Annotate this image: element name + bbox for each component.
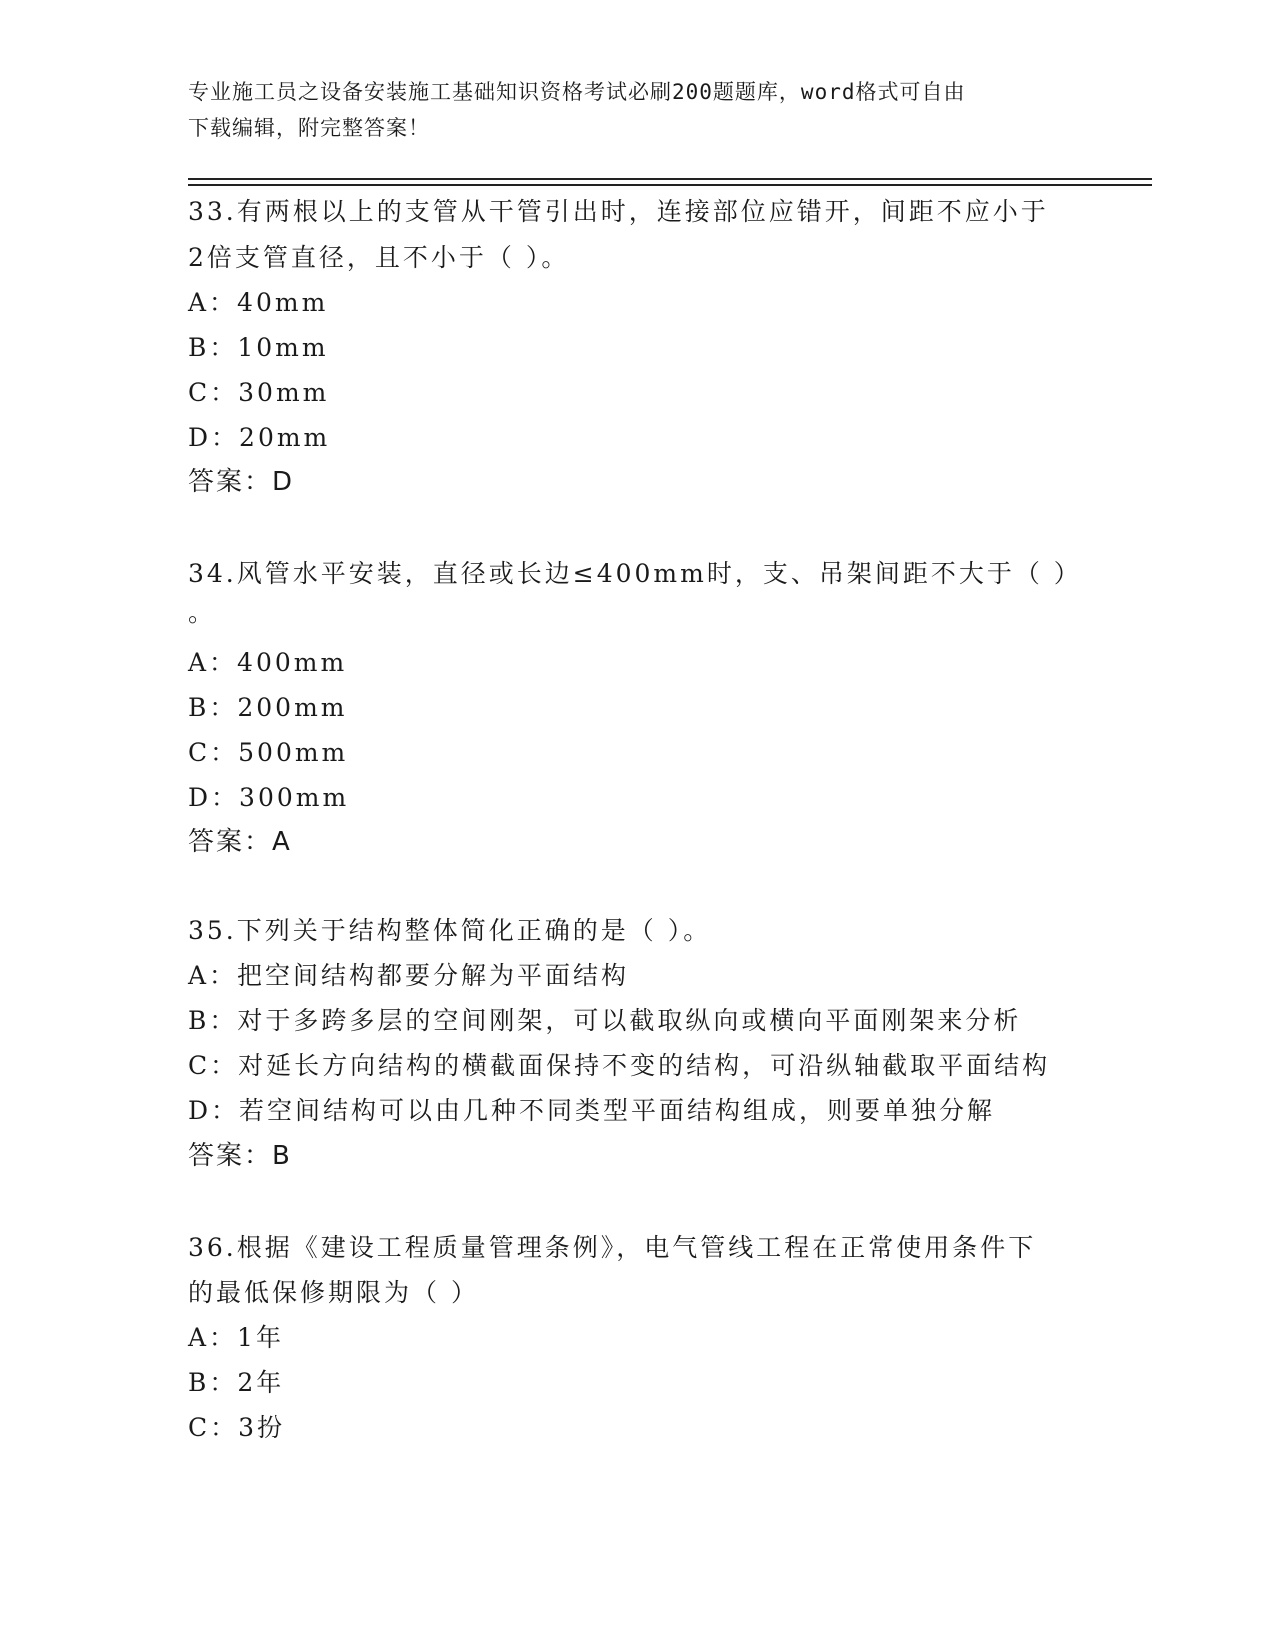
question-35-option-c: C：对延长方向结构的横截面保持不变的结构，可沿纵轴截取平面结构	[188, 1051, 1051, 1080]
question-34-stem-line-2: 。	[188, 598, 217, 627]
question-33-option-b: B：10mm	[188, 333, 329, 362]
header-divider-top	[188, 178, 1152, 180]
question-35-option-b: B：对于多跨多层的空间刚架，可以截取纵向或横向平面刚架来分析	[188, 1006, 1022, 1035]
question-36-stem-line-2: 的最低保修期限为（ ）	[188, 1278, 479, 1307]
question-34-option-b: B：200mm	[188, 693, 348, 722]
question-36-option-b: B：2年	[188, 1368, 285, 1397]
document-header	[188, 74, 1088, 146]
question-34-option-d: D：300mm	[188, 783, 350, 812]
header-line-2: 下载编辑，附完整答案！	[188, 116, 430, 140]
header-divider-bottom	[188, 184, 1152, 186]
question-33-option-d: D：20mm	[188, 423, 331, 452]
question-33-answer: 答案：D	[188, 467, 295, 497]
question-33-option-c: C：30mm	[188, 378, 330, 407]
question-35-option-a: A：把空间结构都要分解为平面结构	[188, 961, 630, 990]
question-34-stem-line-1: 34.风管水平安装，直径或长边≤400mm时，支、吊架间距不大于（ ）	[188, 559, 1082, 588]
question-34-answer: 答案：A	[188, 827, 292, 857]
question-36-option-c: C：3扮	[188, 1413, 286, 1442]
question-35-stem-line-1: 35.下列关于结构整体简化正确的是（ ）。	[188, 916, 712, 945]
header-line-1: 专业施工员之设备安装施工基础知识资格考试必刷200题题库，word格式可自由	[188, 80, 966, 104]
question-33-option-a: A：40mm	[188, 288, 329, 317]
question-34-option-a: A：400mm	[188, 648, 348, 677]
question-35-answer: 答案：B	[188, 1141, 292, 1171]
question-33-stem-line-1: 33.有两根以上的支管从干管引出时，连接部位应错开，间距不应小于	[188, 197, 1049, 226]
question-36-option-a: A：1年	[188, 1323, 284, 1352]
question-33-stem-line-2: 2倍支管直径，且不小于（ ）。	[188, 243, 570, 272]
question-36-stem-line-1: 36.根据《建设工程质量管理条例》，电气管线工程在正常使用条件下	[188, 1233, 1037, 1262]
question-35-option-d: D：若空间结构可以由几种不同类型平面结构组成，则要单独分解	[188, 1096, 996, 1125]
question-34-option-c: C：500mm	[188, 738, 349, 767]
